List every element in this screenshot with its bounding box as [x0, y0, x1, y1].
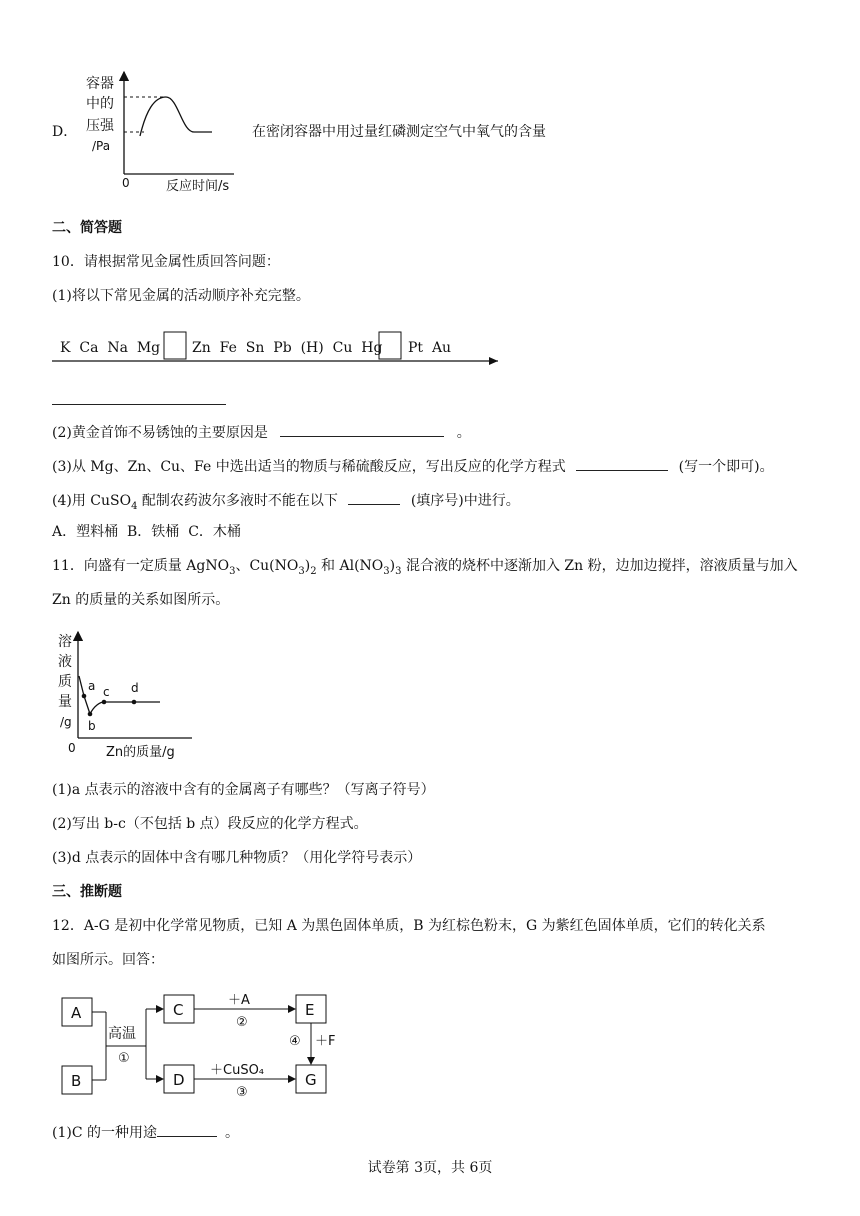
q11-part2: (2)写出 b-c（不包括 b 点）段反应的化学方程式。: [52, 816, 368, 832]
graph-x-label: Zn的质量/g: [106, 745, 175, 760]
q10-part3: (3)从 Mg、Zn、Cu、Fe 中选出适当的物质与稀硫酸反应，写出反应的化学方程式 (写一个即可)。: [52, 456, 774, 477]
svg-text:C: C: [173, 1001, 184, 1019]
solution-mass-graph: [56, 626, 206, 766]
graph-y-label-3: 压强: [86, 118, 114, 134]
series-middle: Zn Fe Sn Pb (H) Cu Hg: [192, 340, 383, 356]
graph-y-label-3: 质: [58, 674, 72, 690]
plus-f: ＋F: [315, 1034, 336, 1049]
graph-origin: 0: [122, 176, 130, 190]
step-2: ②: [236, 1015, 248, 1030]
graph-y-label-4: 量: [58, 694, 72, 710]
q10-part4: (4)用 CuSO$_4$ 配制农药波尔多液时不能在以下 (填序号)中进行。: [52, 490, 520, 517]
graph-y-label-2: 中的: [86, 96, 114, 112]
step-4: ④: [289, 1034, 301, 1049]
graph-y-label-1: 溶: [58, 634, 72, 650]
label-b: b: [88, 719, 96, 733]
svg-text:A: A: [71, 1004, 82, 1022]
q10-options: A．塑料桶 B．铁桶 C．木桶: [52, 524, 241, 540]
pressure-curve: [140, 97, 212, 136]
section-title-short-answer: 二、简答题: [52, 220, 122, 236]
label-d: d: [131, 681, 139, 695]
q11-stem-line2: Zn 的质量的关系如图所示。: [52, 592, 230, 608]
point-b: [88, 712, 93, 717]
svg-text:G: G: [305, 1071, 317, 1089]
condition-high-temp: 高温: [108, 1026, 136, 1042]
series-left: K Ca Na Mg: [60, 340, 161, 356]
answer-blank-q10-2[interactable]: [280, 422, 444, 437]
q10-part2: (2)黄金首饰不易锈蚀的主要原因是 。: [52, 422, 471, 443]
pressure-time-graph: [84, 66, 254, 196]
svg-text:D: D: [173, 1071, 185, 1089]
q12-stem-line1: 12．A-G 是初中化学常见物质，已知 A 为黑色固体单质，B 为红棕色粉末，G 为紫红色固体单质，它们的转化关系: [52, 918, 766, 934]
graph-y-label-1: 容器: [86, 76, 114, 92]
plus-cuso4: ＋CuSO₄: [210, 1063, 265, 1078]
graph-y-label-4: /Pa: [92, 139, 111, 153]
graph-y-label-5: /g: [60, 715, 72, 729]
label-a: a: [88, 679, 96, 693]
graph-x-label: 反应时间/s: [166, 179, 230, 194]
answer-blank-q10-4[interactable]: [348, 490, 400, 505]
point-c: [102, 700, 107, 705]
series-right: Pt Au: [408, 340, 452, 356]
plus-a: ＋A: [228, 993, 250, 1008]
graph-y-label-2: 液: [58, 654, 72, 670]
page-footer: 试卷第 3页，共 6页: [367, 1160, 493, 1176]
answer-line[interactable]: [52, 404, 226, 405]
q11-part1: (1)a 点表示的溶液中含有的金属离子有哪些？（写离子符号）: [52, 782, 435, 798]
q12-part1: (1)C 的一种用途 。: [52, 1122, 239, 1143]
svg-text:B: B: [71, 1072, 82, 1090]
graph-origin: 0: [68, 741, 76, 755]
activity-series: [52, 330, 502, 370]
series-blank-box-1: [164, 332, 186, 359]
conversion-diagram: [56, 990, 356, 1100]
option-d-label: D．: [52, 124, 78, 140]
answer-blank-q10-3[interactable]: [576, 456, 668, 471]
q10-part1: (1)将以下常见金属的活动顺序补充完整。: [52, 288, 310, 304]
q11-part3: (3)d 点表示的固体中含有哪几种物质？（用化学符号表示）: [52, 850, 422, 866]
section-title-inference: 三、推断题: [52, 884, 122, 900]
q11-stem: 11．向盛有一定质量 AgNO$_3$、$Cu(NO_3)_2$ 和 $Al(NO_3)_3$ 混合液的烧杯中逐渐加入 Zn 粉，边加边搅拌，溶液质量与加入: [52, 558, 798, 577]
step-3: ③: [236, 1085, 248, 1100]
svg-text:E: E: [305, 1001, 315, 1019]
q12-stem-line2: 如图所示。回答：: [52, 952, 164, 968]
answer-blank-q12-1[interactable]: [157, 1122, 217, 1137]
option-d-description: 在密闭容器中用过量红磷测定空气中氧气的含量: [252, 124, 546, 140]
q10-stem: 10．请根据常见金属性质回答问题：: [52, 254, 280, 270]
point-d: [132, 700, 137, 705]
step-1: ①: [118, 1051, 130, 1066]
label-c: c: [103, 685, 110, 699]
point-a: [82, 694, 87, 699]
